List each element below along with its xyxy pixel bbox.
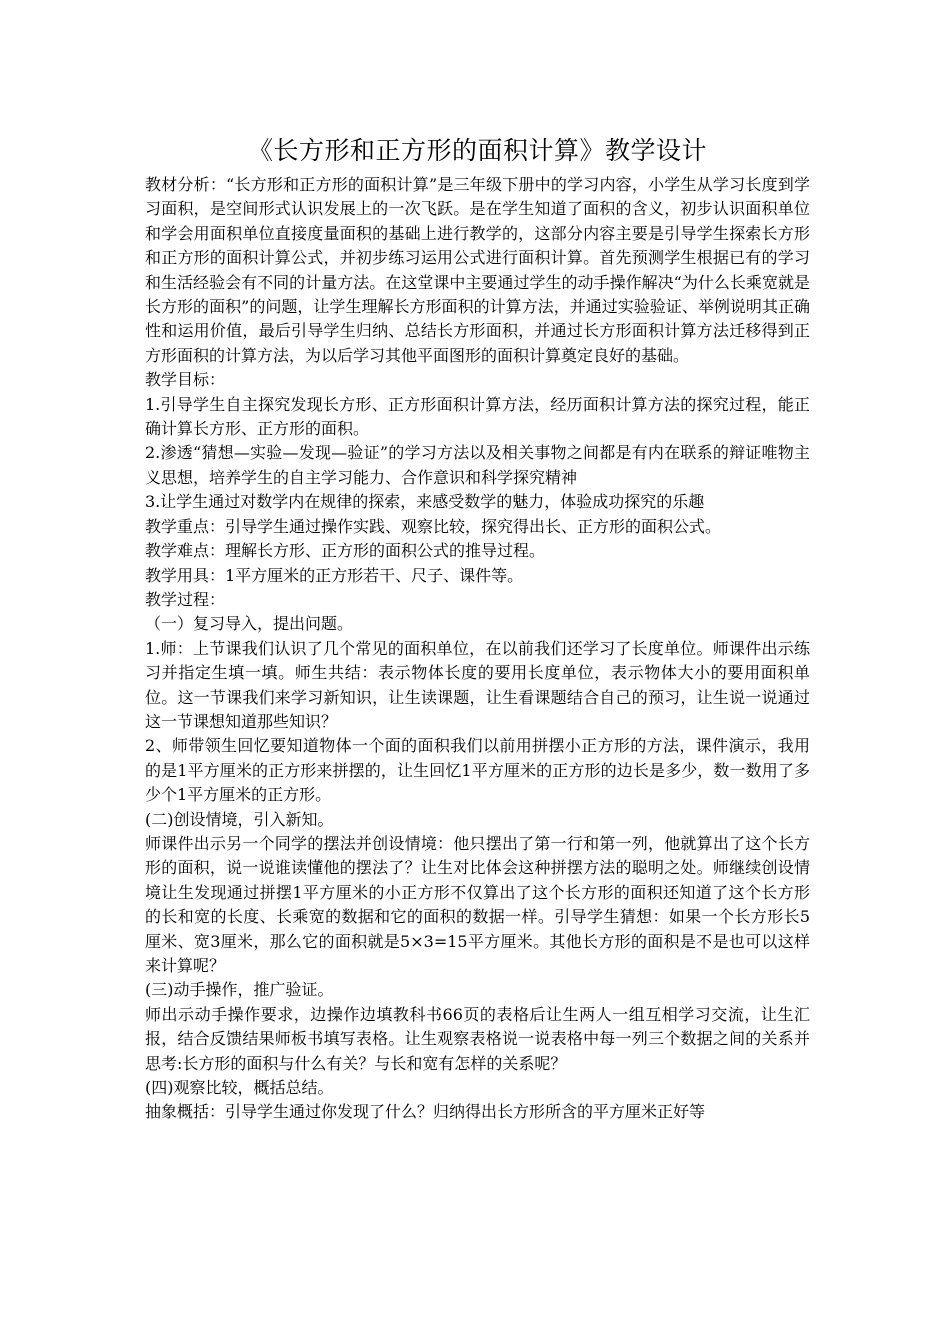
paragraph-process-heading: 教学过程： [145,589,226,609]
paragraph-section-1-item-1: 1.师：上节课我们认识了几个常见的面积单位，在以前我们还学习了长度单位。师课件出示练习并指定生填一填。师生共结：表示物体长度的要用长度单位，表示物体大小的要用面积单位。这一节课我们来学习新知识，让生读课题，让生看课题结合自己的预习，让生说一说通过这一节课想知道那些知识？ [145,638,810,731]
paragraph-key-points: 教学重点：引导学生通过操作实践、观察比较，探究得出长、正方形的面积公式。 [145,516,722,536]
paragraph-section-4-heading: (四)观察比较，概括总结。 [145,1078,334,1098]
paragraph-objectives-heading: 教学目标： [145,370,226,390]
paragraph-section-2-heading: (二)创设情境，引入新知。 [145,809,334,829]
document-body [145,173,810,1125]
paragraph-material-analysis: 教材分析：“长方形和正方形的面积计算”是三年级下册中的学习内容，小学生从学习长度到学习面积，是空间形式认识发展上的一次飞跃。是在学生知道了面积的含义，初步认识面积单位和学会用面积单位直接度量面积的基础上进行教学的，这部分内容主要是引导学生探索长方形和正方形的面积计算公式，并初步练习运用公式进行面积计算。首先预测学生根据已有的学习和生活经验会有不同的计量方法。在这堂课中主要通过学生的动手操作解决“为什么长乘宽就是长方形的面积”的问题，让学生理解长方形面积的计算方法，并通过实验验证、举例说明其正确性和运用价值，最后引导学生归纳、总结长方形面积，并通过长方形面积计算方法迁移得到正方形面积的计算方法，为以后学习其他平面图形的面积计算奠定良好的基础。 [145,175,810,365]
paragraph-section-4-body: 抽象概括：引导学生通过你发现了什么？归纳得出长方形所含的平方厘米正好等 [145,1102,706,1122]
paragraph-section-2-body: 师课件出示另一个同学的摆法并创设情境：他只摆出了第一行和第一列，他就算出了这个长方形的面积，说一说谁读懂他的摆法了？让生对比体会这种拼摆方法的聪明之处。师继续创设情境让生发现通过拼摆1平方厘米的小正方形不仅算出了这个长方形的面积还知道了这个长方形的长和宽的长度、长乘宽的数据和它的面积的数据一样。引导学生猜想：如果一个长方形长5厘米、宽3厘米，那么它的面积就是5×3=15平方厘米。其他长方形的面积是不是也可以这样来计算呢？ [145,833,810,975]
paragraph-difficulties: 教学难点：理解长方形、正方形的面积公式的推导过程。 [145,541,546,561]
document-title: 《长方形和正方形的面积计算》教学设计 [247,136,707,165]
paragraph-section-3-body: 师出示动手操作要求，边操作边填教科书66页的表格后让生两人一组互相学习交流，让生汇报，结合反馈结果师板书填写表格。让生观察表格说一说表格中每一列三个数据之间的关系并思考:长方形的面积与什么有关？与长和宽有怎样的关系呢？ [145,1004,810,1073]
paragraph-section-3-heading: (三)动手操作，推广验证。 [145,980,334,1000]
paragraph-section-1-item-2: 2、师带领生回忆要知道物体一个面的面积我们以前用拼摆小正方形的方法，课件演示，我用的是1平方厘米的正方形来拼摆的，让生回忆1平方厘米的正方形的边长是多少，数一数用了多少个1平方厘米的正方形。 [145,736,810,805]
paragraph-objective-1: 1.引导学生自主探究发现长方形、正方形面积计算方法，经历面积计算方法的探究过程，能正确计算长方形、正方形的面积。 [145,394,810,439]
paragraph-objective-2: 2.渗透“猜想—实验—发现—验证”的学习方法以及相关事物之间都是有内在联系的辩证唯物主义思想，培养学生的自主学习能力、合作意识和科学探究精神 [145,443,810,487]
paragraph-objective-3: 3.让学生通过对数学内在规律的探索，来感受数学的魅力，体验成功探究的乐趣 [145,492,705,512]
paragraph-section-1-heading: （一）复习导入，提出问题。 [145,614,354,634]
paragraph-teaching-tools: 教学用具：1平方厘米的正方形若干、尺子、课件等。 [145,565,524,585]
document-page [145,133,810,1125]
